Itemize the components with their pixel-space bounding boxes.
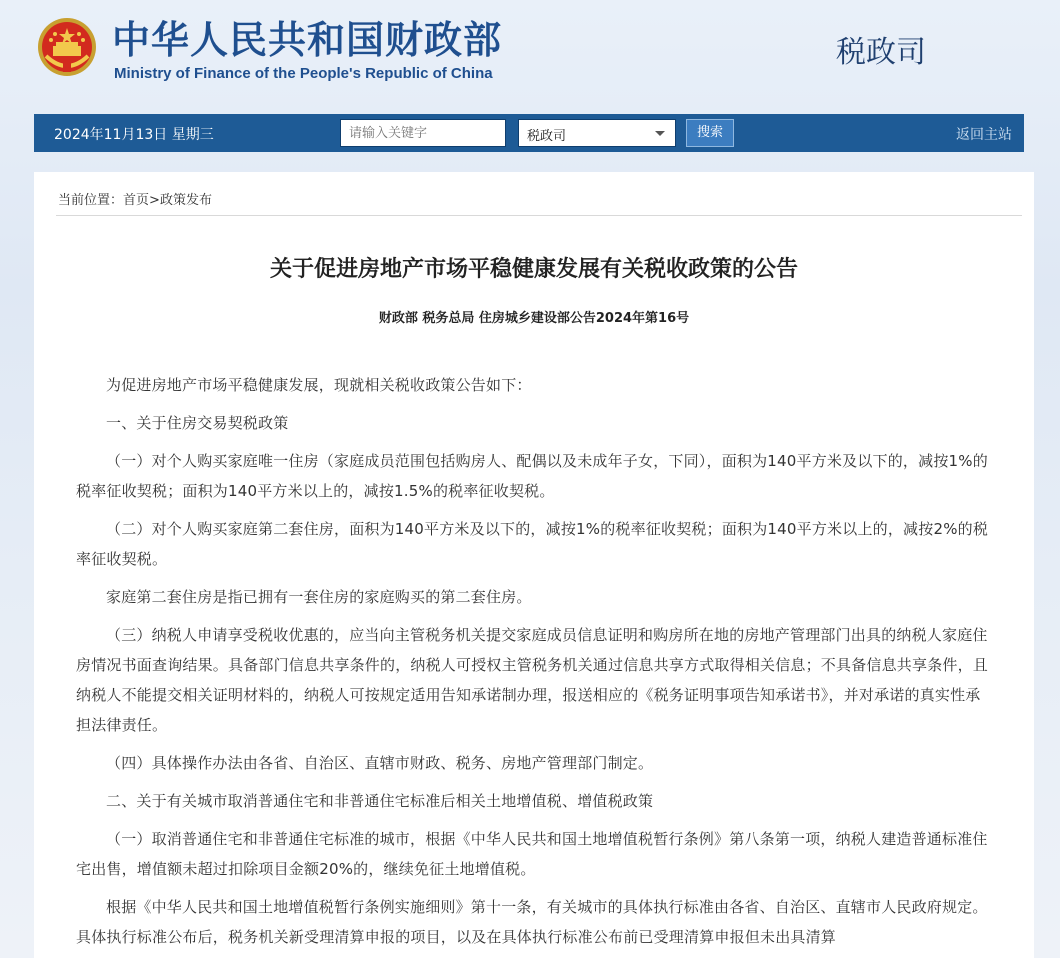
chevron-down-icon [655, 131, 665, 136]
nav-bar [34, 114, 1024, 152]
breadcrumb-separator: > [149, 193, 160, 208]
site-name-cn[interactable]: 中华人民共和国财政部 [112, 17, 503, 62]
breadcrumb-current[interactable]: 政策发布 [159, 193, 212, 208]
national-emblem-icon[interactable] [36, 16, 98, 78]
scope-select-value: 税政司 [527, 129, 567, 144]
document-number: 财政部 税务总局 住房城乡建设部公告2024年第16号 [378, 311, 690, 326]
current-date: 2024年11月13日 星期三 [54, 127, 214, 143]
divider [56, 215, 1022, 216]
paragraph: 一、关于住房交易契税政策 [106, 414, 289, 432]
search-button[interactable]: 搜索 [686, 119, 734, 147]
paragraph: （一）取消普通住宅和非普通住宅标准的城市，根据《中华人民共和国土地增值税暂行条例》第八条第一项，纳税人建造普通标准住宅出售，增值额未超过扣除项目金额20%的，继续免征土地增值税。 [76, 830, 988, 878]
paragraph: （三）纳税人申请享受税收优惠的，应当向主管税务机关提交家庭成员信息证明和购房所在地的房地产管理部门出具的纳税人家庭住房情况书面查询结果。具备部门信息共享条件的，纳税人可授权主管税务机关通过信息共享方式取得相关信息；不具备信息共享条件，且纳税人不能提交相关证明材料的，纳税人可按规定适用告知承诺制办理，报送相应的《税务证明事项告知承诺书》，并对承诺的真实性承担法律责任。 [76, 626, 989, 734]
site-header [0, 0, 1060, 112]
paragraph: （二）对个人购买家庭第二套住房，面积为140平方米及以下的，减按1%的税率征收契税；面积为140平方米以上的，减按2%的税率征收契税。 [76, 520, 989, 568]
paragraph: （一）对个人购买家庭唯一住房（家庭成员范围包括购房人、配偶以及未成年子女，下同），面积为140平方米及以下的，减按1%的税率征收契税；面积为140平方米以上的，减按1.5%的税率征收契税。 [76, 452, 988, 500]
article-body [76, 370, 994, 958]
paragraph: （四）具体操作办法由各省、自治区、直辖市财政、税务、房地产管理部门制定。 [106, 754, 654, 772]
department-name: 税政司 [836, 35, 926, 70]
paragraph: 为促进房地产市场平稳健康发展，现就相关税收政策公告如下： [106, 376, 532, 394]
breadcrumb [58, 189, 212, 208]
paragraph: 根据《中华人民共和国土地增值税暂行条例实施细则》第十一条，有关城市的具体执行标准由各省、自治区、直辖市人民政府规定。具体执行标准公布后，税务机关新受理清算申报的项目，以及在具体执行标准公布前已受理清算申报但未出具清算 [76, 898, 988, 946]
scope-select[interactable] [518, 119, 676, 147]
article-title: 关于促进房地产市场平稳健康发展有关税收政策的公告 [269, 257, 798, 282]
search-input[interactable] [340, 119, 506, 147]
breadcrumb-home[interactable]: 首页 [123, 193, 150, 208]
content-panel [34, 172, 1034, 958]
home-link[interactable]: 返回主站 [956, 127, 1012, 143]
paragraph: 家庭第二套住房是指已拥有一套住房的家庭购买的第二套住房。 [106, 588, 532, 606]
breadcrumb-label: 当前位置： [58, 193, 124, 208]
paragraph: 二、关于有关城市取消普通住宅和非普通住宅标准后相关土地增值税、增值税政策 [106, 792, 654, 810]
site-name-en: Ministry of Finance of the People's Republic of China [114, 65, 493, 82]
